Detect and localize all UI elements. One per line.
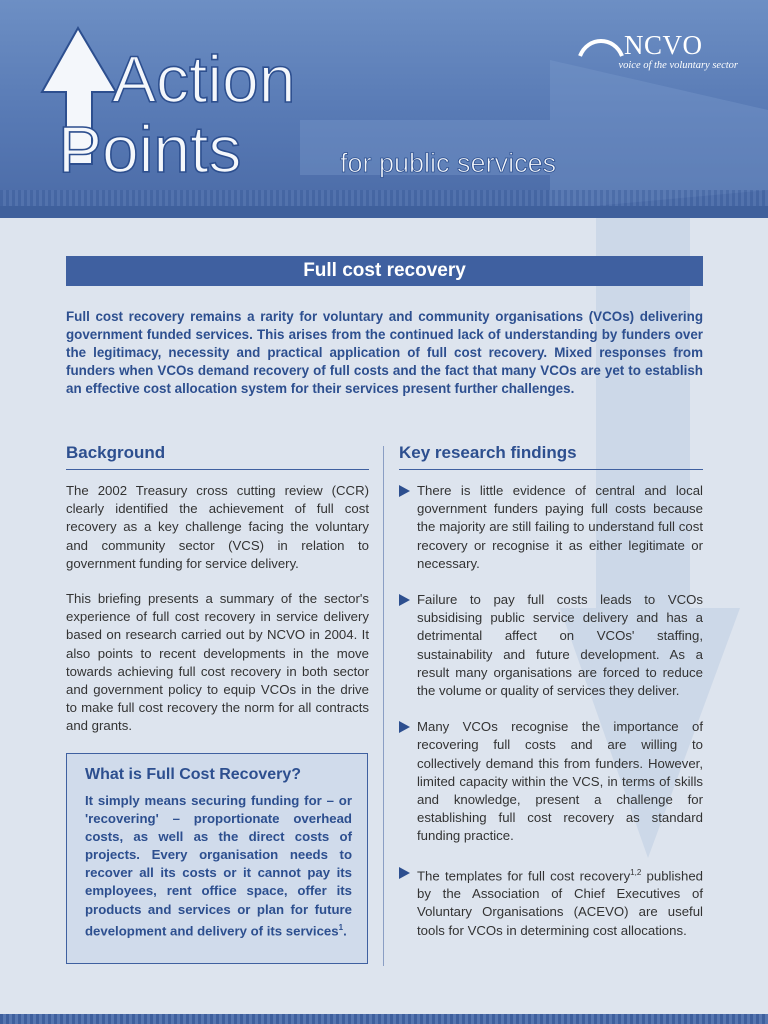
- definition-box-text: It simply means securing funding for – or 'recovering' – proportionate overhead costs, as well as the direct costs of projects. Every organisation needs to recover all its costs or it cannot pay its employees, rent office space, offer its products and services or plan for future development and delivery of its services$^1$.: [85, 793, 352, 939]
- bullet-arrow-icon: [399, 721, 410, 733]
- finding-text: The templates for full cost recovery: [417, 868, 631, 884]
- header-banner: [0, 0, 768, 218]
- ncvo-logo: [578, 30, 738, 74]
- background-paragraph-2: This briefing presents a summary of the sector's experience of full cost recovery in service delivery based on research carried out by NCVO in 2004. It also points to recent developments in the move towards achieving full cost recovery in both sector and government policy to equip VCOs in the drive to make full cost recovery the norm for all contracts and grants.: [66, 591, 369, 734]
- list-item: [417, 591, 703, 700]
- bullet-arrow-icon: [399, 594, 410, 606]
- finding-text: There is little evidence of central and local government funders paying full costs because the majority are still failing to understand full cost recovery or recognise it as either legitimate or necessary.: [417, 483, 703, 571]
- findings-heading: Key research findings: [399, 443, 703, 470]
- title-subtitle: for public services: [340, 148, 557, 178]
- findings-list: [417, 482, 703, 958]
- background-heading: Background: [66, 443, 369, 470]
- finding-text: Many VCOs recognise the importance of recovering full costs and are willing to collectively demand this from funders. However, limited capacity within the VCS, in terms of skills and knowledge, present a challenge for establishing full cost recovery as standard funding practice.: [417, 719, 703, 844]
- list-item: [417, 718, 703, 845]
- list-item: [417, 482, 703, 573]
- definition-footnote: 1: [338, 922, 344, 932]
- title-line2: Points: [58, 112, 242, 186]
- bullet-arrow-icon: [399, 485, 410, 497]
- bullet-arrow-icon: [399, 867, 410, 879]
- definition-text: It simply means securing funding for – or 'recovering' – proportionate overhead costs, as well as the direct costs of projects. Every organisation needs to recover all its costs or it cannot pay its employees, rent office space, offer its products and services or plan for future development and delivery of its services: [85, 793, 352, 939]
- document-title: Full cost recovery: [66, 256, 703, 286]
- ncvo-arc-icon: [578, 34, 624, 58]
- action-points-logo: [30, 14, 590, 204]
- finding-text: Failure to pay full costs leads to VCOs subsidising public service delivery and has a detrimental affect on VCOs' staffing, sustainability and future development. As a result many organisations are forced to reduce the volume or quality of services they deliver.: [417, 592, 703, 699]
- definition-box-title: What is Full Cost Recovery?: [85, 766, 302, 783]
- ncvo-name: NCVO: [624, 30, 703, 60]
- intro-paragraph: Full cost recovery remains a rarity for voluntary and community organisations (VCOs) delivering government funded services. This arises from the continued lack of understanding by funders over the legitimacy, necessity and practical application of full cost recovery. Mixed responses from funders when VCOs demand recovery of full costs and the fact that many VCOs are yet to establish an effective cost allocation system for their services present further challenges.: [66, 309, 703, 396]
- list-item: [417, 864, 703, 940]
- header-band: [0, 206, 768, 218]
- title-line1: Action: [112, 42, 296, 116]
- finding-text-continued: published by the Association of Chief Executives of Voluntary Organisations (ACEVO) are useful tools for VCOs in determining cost allocations.: [417, 868, 704, 938]
- column-divider: [383, 446, 384, 966]
- background-paragraph-1: The 2002 Treasury cross cutting review (CCR) clearly identified the achievement of full cost recovery as a key challenge facing the voluntary and community sector (VCS) in relation to government funding for service delivery.: [66, 483, 369, 571]
- footer-band: [0, 1014, 768, 1024]
- definition-box: [66, 753, 368, 964]
- finding-footnote: 1,2: [630, 867, 642, 877]
- ncvo-tagline: voice of the voluntary sector: [618, 60, 738, 71]
